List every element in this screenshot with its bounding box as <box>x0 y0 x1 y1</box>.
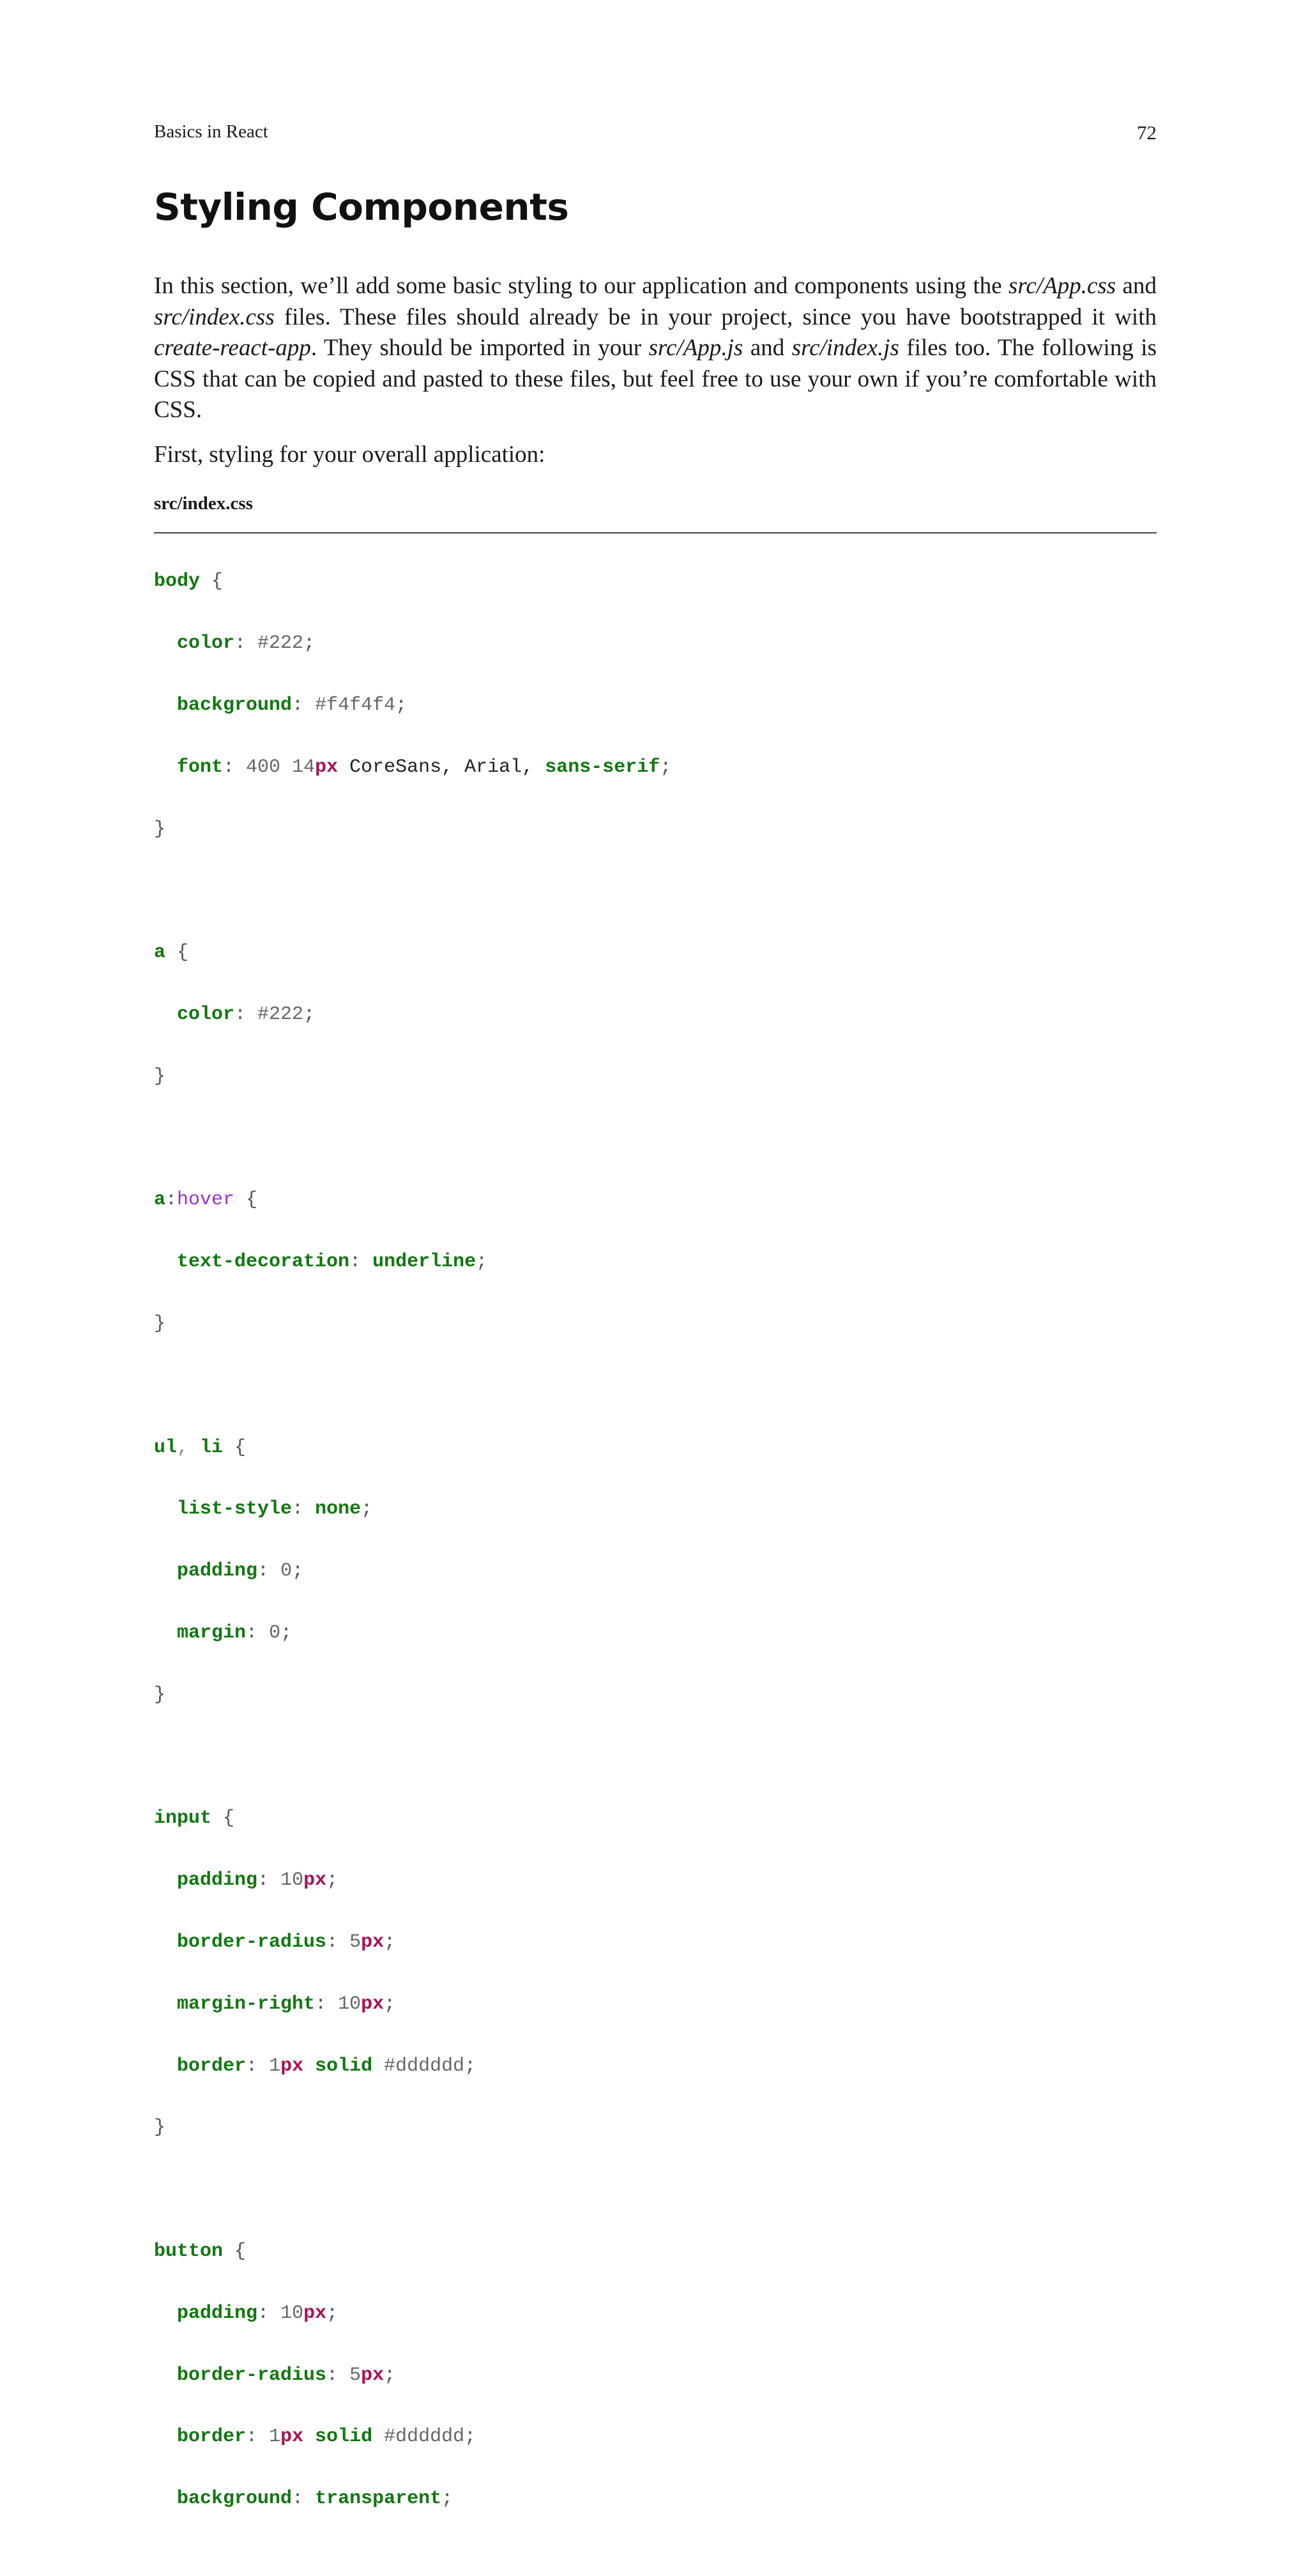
code-line <box>154 875 671 906</box>
code-line: button { <box>154 2240 247 2262</box>
chapter-title: Basics in React <box>154 121 268 142</box>
file-name: src/App.css <box>1008 273 1116 299</box>
code-line: border: 1px solid #dddddd; <box>177 2055 476 2077</box>
code-line: margin: 0; <box>177 1621 293 1644</box>
code-line: background: transparent; <box>177 2488 453 2510</box>
code-line: body { <box>154 571 224 593</box>
code-line: } <box>154 1683 166 1706</box>
code-line: border: 1px solid #dddddd; <box>177 2426 476 2448</box>
code-line: padding: 10px; <box>177 1869 338 1892</box>
intro-paragraph <box>154 271 1157 426</box>
code-line: list-style: none; <box>177 1498 373 1521</box>
code-line: font: 400 14px CoreSans, Arial, sans-serif; <box>177 756 672 778</box>
intro-text: and <box>1116 273 1157 299</box>
document-page <box>154 0 1157 2510</box>
page-number: 72 <box>1137 121 1157 144</box>
code-line <box>154 1123 671 1154</box>
running-header <box>154 121 1157 147</box>
code-line: text-decoration: underline; <box>177 1251 488 1273</box>
code-line: color: #222; <box>177 1003 316 1025</box>
intro-text: and <box>743 335 792 361</box>
code-line: border-radius: 5px; <box>177 2364 396 2386</box>
code-line: input { <box>154 1807 235 1830</box>
file-name: src/App.js <box>648 335 743 361</box>
code-line: padding: 0; <box>177 1560 304 1583</box>
code-line <box>154 2174 671 2205</box>
file-name: src/index.css <box>154 303 275 330</box>
code-line: ul, li { <box>154 1436 247 1459</box>
code-divider <box>154 532 1157 533</box>
code-line: } <box>154 1065 166 1087</box>
code-line: a { <box>154 942 189 964</box>
intro-text: files. These files should already be in your project, since you have bootstrapped it with <box>274 303 1157 330</box>
code-line: } <box>154 818 166 840</box>
code-line <box>154 1370 671 1401</box>
code-line: border-radius: 5px; <box>177 1931 396 1953</box>
code-line: } <box>154 1312 166 1335</box>
code-line: padding: 10px; <box>177 2302 338 2324</box>
code-line: background: #f4f4f4; <box>177 694 407 716</box>
file-name: src/index.js <box>791 335 899 361</box>
code-line: a:hover { <box>154 1189 258 1211</box>
lead-paragraph: First, styling for your overall application: <box>154 441 545 468</box>
code-line: margin-right: 10px; <box>177 1993 396 2015</box>
code-listing <box>154 535 671 2576</box>
code-line <box>154 1742 671 1772</box>
intro-text: In this section, we’ll add some basic styling to our application and components using the <box>154 273 1008 299</box>
code-line: color: #222; <box>177 632 316 655</box>
section-title: Styling Components <box>154 185 569 229</box>
tool-name: create-react-app <box>154 335 311 361</box>
code-line: } <box>154 2117 166 2139</box>
intro-text: files too. The following is CSS that can be copied and pasted to these files, but feel free to use your own if you’re comfortable with CSS. <box>154 335 1157 423</box>
intro-text: . They should be imported in your <box>310 335 649 361</box>
code-caption: src/index.css <box>154 493 253 514</box>
